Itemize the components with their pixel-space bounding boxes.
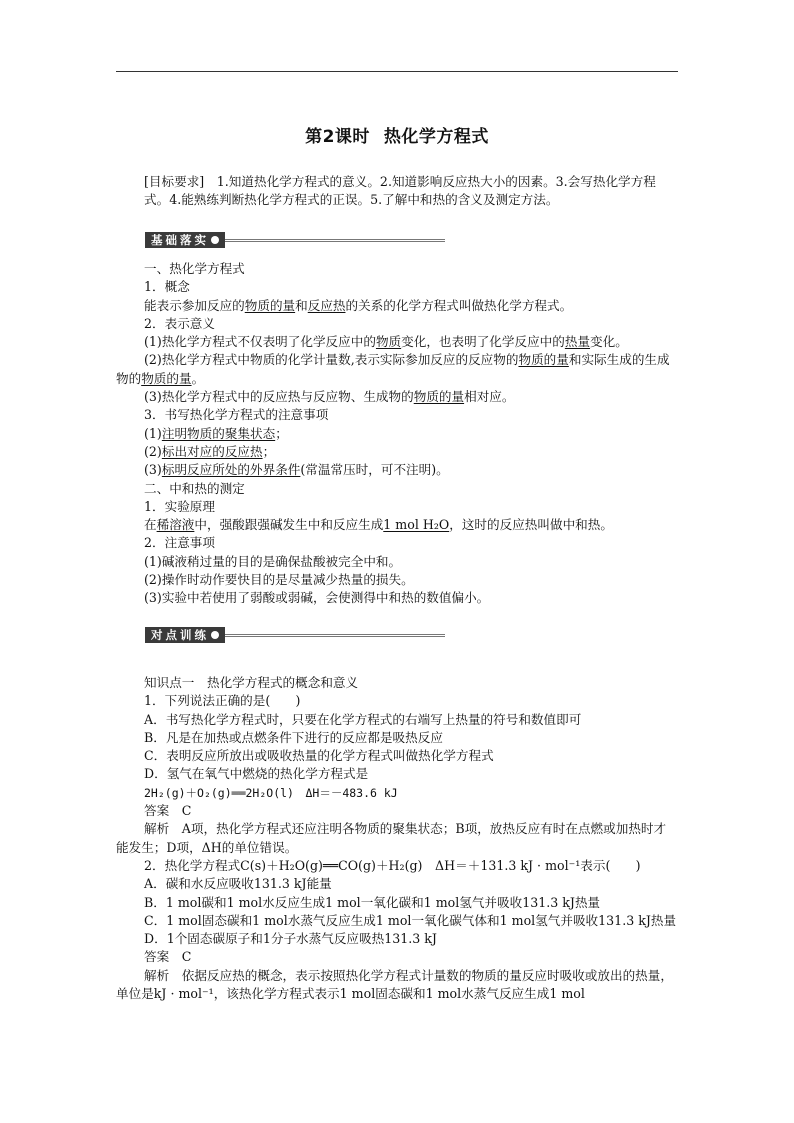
meaning-2: (2)热化学方程式中物质的化学计量数,表示实际参加反应的反应物的物质的量和实际生成的生成物的物质的量。 bbox=[116, 352, 670, 386]
caution-1: (1)碱液稍过量的目的是确保盐酸被完全中和。 bbox=[144, 553, 402, 569]
note-1: (1)注明物质的聚集状态； bbox=[144, 425, 288, 441]
explanation-2: 解析 依据反应热的概念，表示按照热化学方程式计量数的物质的量反应时吸收或放出的热量，单位是kJ · mol⁻¹，该热化学方程式表示1 mol固态碳和1 mol水蒸气反应生成1 mol bbox=[116, 967, 673, 1002]
note-3: (3)标明反应所处的外界条件(常温常压时，可不注明)。 bbox=[144, 462, 449, 478]
explanation-1: 解析 A项，热化学方程式还应注明各物质的聚集状态；B项，放热反应有时在点燃或加热时才能发生；D项，ΔH的单位错误。 bbox=[116, 821, 667, 855]
header-rule bbox=[116, 71, 678, 72]
question-2-option-d: D．1个固态碳原子和1分子水蒸气反应吸热131.3 kJ bbox=[144, 931, 437, 947]
answer-2: 答案 C bbox=[144, 949, 192, 965]
question-2: 2．热化学方程式C(s)＋H₂O(g)══CO(g)＋H₂(g) ΔH＝＋131.3 kJ · mol⁻¹表示( ) bbox=[144, 857, 641, 873]
section-bar-line bbox=[225, 634, 445, 637]
basics-content bbox=[116, 260, 678, 608]
question-2-option-a: A．碳和水反应吸收131.3 kJ能量 bbox=[144, 876, 332, 892]
knowledge-point-heading: 知识点一 热化学方程式的概念和意义 bbox=[144, 675, 359, 690]
heading-equation: 一、热化学方程式 bbox=[144, 261, 245, 276]
question-1-equation: 2H₂(g)＋O₂(g)══2H₂O(l) ΔH＝－483.6 kJ bbox=[144, 785, 398, 800]
note-2: (2)标出对应的反应热； bbox=[144, 443, 276, 459]
heading-neutralization: 二、中和热的测定 bbox=[144, 480, 245, 496]
concept-text: 能表示参加反应的物质的量和反应热的关系的化学方程式叫做热化学方程式。 bbox=[144, 297, 573, 313]
goals-block bbox=[116, 173, 678, 210]
subheading-cautions: 2．注意事项 bbox=[144, 535, 215, 551]
practice-content bbox=[116, 674, 678, 1003]
section-bar-line bbox=[225, 239, 445, 242]
question-2-option-c: C．1 mol固态碳和1 mol水蒸气反应生成1 mol一氧化碳气体和1 mol氢气并吸收131.3 kJ热量 bbox=[144, 912, 677, 928]
question-1-option-c: C．表明反应所放出或吸收热量的化学方程式叫做热化学方程式 bbox=[144, 748, 494, 764]
caution-3: (3)实验中若使用了弱酸或弱碱，会使测得中和热的数值偏小。 bbox=[144, 590, 490, 606]
meaning-1: (1)热化学方程式不仅表明了化学反应中的物质变化，也表明了化学反应中的热量变化。 bbox=[144, 334, 628, 350]
subheading-meaning: 2．表示意义 bbox=[144, 315, 215, 331]
lesson-title: 热化学方程式 bbox=[383, 127, 489, 147]
section-bar-practice bbox=[145, 627, 445, 643]
goals-text: [目标要求] 1.知道热化学方程式的意义。2.知道影响反应热大小的因素。3.会写热化学方程式。4.能熟练判断热化学方程式的正误。5.了解中和热的含义及测定方法。 bbox=[144, 174, 656, 208]
meaning-3: (3)热化学方程式中的反应热与反应物、生成物的物质的量相对应。 bbox=[144, 389, 515, 405]
caution-2: (2)操作时动作要快目的是尽量减少热量的损失。 bbox=[144, 572, 414, 588]
section-bar-basics bbox=[145, 232, 445, 248]
question-2-option-b: B．1 mol碳和1 mol水反应生成1 mol一氧化碳和1 mol氢气并吸收131.3 kJ热量 bbox=[144, 894, 601, 910]
answer-1: 答案 C bbox=[144, 803, 192, 819]
lesson-number: 第2课时 bbox=[305, 127, 370, 147]
question-1: 1．下列说法正确的是( ) bbox=[144, 693, 301, 709]
subheading-principle: 1．实验原理 bbox=[144, 498, 215, 514]
subheading-notes: 3．书写热化学方程式的注意事项 bbox=[144, 407, 329, 423]
bullet-icon bbox=[211, 631, 219, 639]
page-title bbox=[0, 122, 794, 147]
section-bar-label: 基础落实 bbox=[151, 233, 209, 247]
subheading-concept: 1．概念 bbox=[144, 279, 190, 295]
question-1-option-d: D．氢气在氧气中燃烧的热化学方程式是 bbox=[144, 766, 369, 782]
bullet-icon bbox=[211, 236, 219, 244]
principle-text: 在稀溶液中，强酸跟强碱发生中和反应生成1 mol H₂O，这时的反应热叫做中和热。 bbox=[144, 517, 613, 533]
question-1-option-b: B．凡是在加热或点燃条件下进行的反应都是吸热反应 bbox=[144, 729, 443, 745]
question-1-option-a: A．书写热化学方程式时，只要在化学方程式的右端写上热量的符号和数值即可 bbox=[144, 711, 582, 727]
section-bar-label: 对点训练 bbox=[151, 628, 209, 642]
